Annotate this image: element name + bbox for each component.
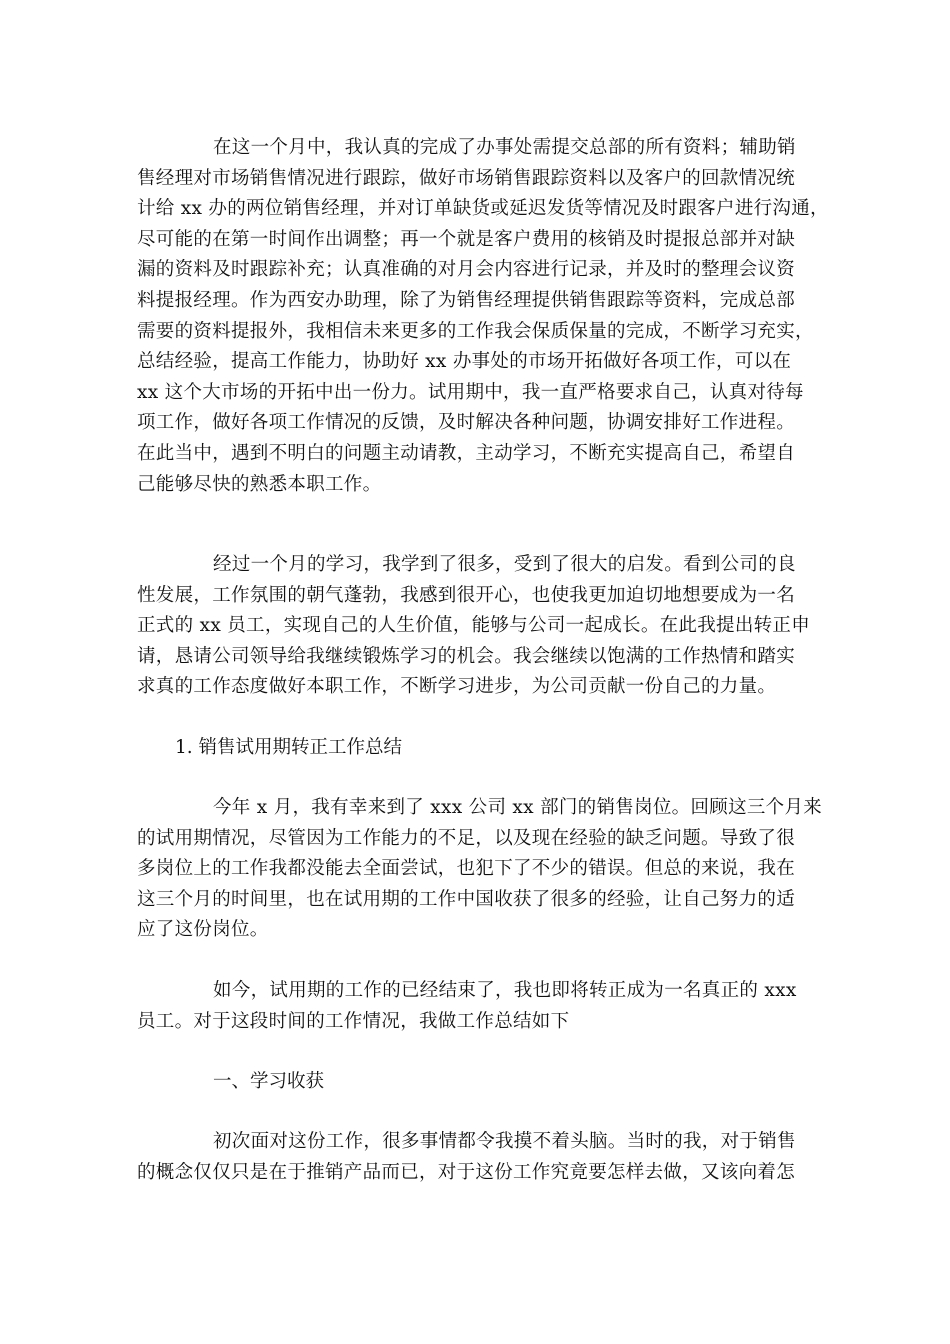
paragraph-line: 的试用期情况，尽管因为工作能力的不足，以及现在经验的缺乏问题。导致了很: [137, 827, 796, 849]
paragraph-4: [137, 976, 817, 1037]
paragraph-line: 在这一个月中，我认真的完成了办事处需提交总部的所有资料；辅助销: [213, 137, 796, 158]
paragraph-line: 初次面对这份工作，很多事情都令我摸不着头脑。当时的我，对于销售: [213, 1131, 796, 1152]
paragraph-line: 正式的 xx 员工，实现自己的人生价值，能够与公司一起成长。在此我提出转正申: [137, 615, 811, 637]
paragraph-line: 今年 x 月，我有幸来到了 xxx 公司 xx 部门的销售岗位。回顾这三个月来: [213, 797, 823, 818]
paragraph-line: 尽可能的在第一时间作出调整；再一个就是客户费用的核销及时提报总部并对缺: [137, 228, 796, 250]
paragraph-line: 这三个月的时间里，也在试用期的工作中国收获了很多的经验，让自己努力的适: [137, 888, 796, 910]
paragraph-line: 应了这份岗位。: [137, 919, 269, 941]
subsection-heading: 一、学习收获: [213, 1071, 325, 1092]
paragraph-line: 多岗位上的工作我都没能去全面尝试，也犯下了不少的错误。但总的来说，我在: [137, 858, 796, 880]
paragraph-1: [137, 133, 829, 500]
paragraph-line: 需要的资料提报外，我相信未来更多的工作我会保质保量的完成，不断学习充实，: [137, 320, 814, 342]
paragraph-line: 计给 xx 办的两位销售经理，并对订单缺货或延迟发货等情况及时跟客户进行沟通，: [137, 198, 829, 220]
paragraph-line: 性发展，工作氛围的朝气蓬勃，我感到很开心，也使我更加迫切地想要成为一名: [137, 584, 796, 606]
section-heading: 1. 销售试用期转正工作总结: [175, 737, 403, 758]
paragraph-line: 的概念仅仅只是在于推销产品而已，对于这份工作究竟要怎样去做，又该向着怎: [137, 1161, 796, 1183]
paragraph-line: 员工。对于这段时间的工作情况，我做工作总结如下: [137, 1010, 570, 1032]
paragraph-line: 料提报经理。作为西安办助理，除了为销售经理提供销售跟踪等资料，完成总部: [137, 289, 796, 311]
paragraph-line: 漏的资料及时跟踪补充；认真准确的对月会内容进行记录，并及时的整理会议资: [137, 259, 796, 281]
paragraph-line: 总结经验，提高工作能力，协助好 xx 办事处的市场开拓做好各项工作，可以在: [137, 351, 792, 373]
paragraph-5: [137, 1127, 817, 1188]
paragraph-line: 项工作，做好各项工作情况的反馈，及时解决各种问题，协调安排好工作进程。: [137, 412, 796, 434]
paragraph-line: 请，恳请公司领导给我继续锻炼学习的机会。我会继续以饱满的工作热情和踏实: [137, 645, 796, 667]
paragraph-line: xx 这个大市场的开拓中出一份力。试用期中，我一直严格要求自己，认真对待每: [137, 381, 804, 403]
paragraph-3: [137, 793, 823, 946]
paragraph-line: 己能够尽快的熟悉本职工作。: [137, 473, 382, 495]
paragraph-line: 经过一个月的学习，我学到了很多，受到了很大的启发。看到公司的良: [213, 554, 796, 575]
paragraph-line: 求真的工作态度做好本职工作，不断学习进步，为公司贡献一份自己的力量。: [137, 676, 777, 698]
paragraph-line: 如今，试用期的工作的已经结束了，我也即将转正成为一名真正的 xxx: [213, 980, 797, 1001]
paragraph-line: 售经理对市场销售情况进行跟踪，做好市场销售跟踪资料以及客户的回款情况统: [137, 167, 796, 189]
paragraph-2: [137, 550, 817, 703]
paragraph-line: 在此当中，遇到不明白的问题主动请教，主动学习，不断充实提高自己，希望自: [137, 442, 796, 464]
